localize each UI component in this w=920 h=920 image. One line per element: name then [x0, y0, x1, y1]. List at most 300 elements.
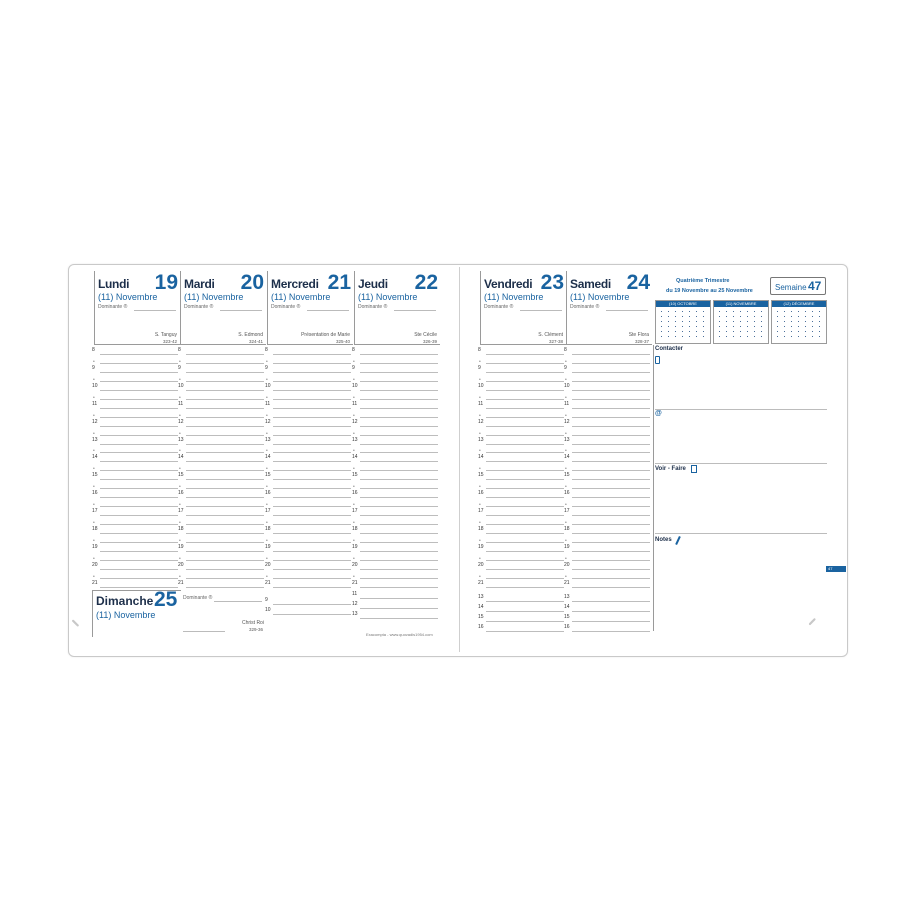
half-hour-dot: • [565, 555, 567, 562]
half-hour-line [360, 435, 438, 436]
half-hour-row [92, 555, 178, 562]
half-hour-line [273, 488, 351, 489]
hour-number: 13 [352, 611, 358, 617]
day-name: Samedi [570, 277, 611, 291]
hour-row [92, 382, 178, 391]
half-hour-row [178, 358, 264, 365]
sunday-hour-row [265, 607, 351, 615]
hour-number: 11 [265, 400, 271, 407]
hour-line [360, 444, 438, 445]
hour-line [486, 390, 564, 391]
half-hour-dot: • [479, 484, 481, 491]
day-header-tuesday [180, 271, 266, 345]
hour-row [265, 472, 351, 480]
hour-line [100, 533, 178, 534]
hour-line [360, 479, 438, 480]
sunday-saint: Christ Roi [242, 620, 264, 626]
half-hour-dot: • [266, 412, 268, 419]
half-hour-dot: • [565, 537, 567, 544]
half-hour-row [178, 466, 264, 473]
half-hour-line [486, 524, 564, 525]
half-hour-line [360, 399, 438, 400]
half-hour-row [564, 376, 650, 383]
hour-number: 8 [178, 347, 181, 353]
hour-line [186, 497, 264, 498]
hour-line [273, 461, 351, 462]
hour-row [92, 347, 178, 355]
half-hour-line [572, 542, 650, 543]
hour-row [564, 364, 650, 373]
hour-line [572, 497, 650, 498]
hour-number: 20 [265, 561, 271, 568]
half-hour-row [265, 520, 351, 527]
half-hour-row [478, 394, 564, 401]
saint: Présentation de Marie [301, 332, 350, 338]
hour-number: 8 [478, 347, 481, 353]
hour-number: 11 [92, 400, 98, 407]
hour-row [564, 418, 650, 427]
trimestre-title: Quatrième Trimestre [676, 278, 730, 284]
hour-row [352, 454, 438, 462]
half-hour-dot: • [479, 358, 481, 365]
half-hour-line [486, 435, 564, 436]
half-hour-row [178, 484, 264, 491]
half-hour-dot: • [266, 448, 268, 455]
hour-line [572, 631, 650, 632]
hour-number: 10 [178, 382, 184, 389]
hour-row [352, 561, 438, 570]
hour-row [92, 490, 178, 498]
hour-line [186, 533, 264, 534]
hour-row [478, 364, 564, 373]
sunday-hour-row [265, 597, 351, 605]
half-hour-line [572, 560, 650, 561]
half-hour-row [564, 430, 650, 437]
day-month: (11) Novembre [570, 292, 630, 302]
hour-number: 10 [265, 382, 271, 389]
hour-line [186, 515, 264, 516]
hour-row [564, 347, 650, 355]
hour-row [564, 579, 650, 588]
hour-row [478, 436, 564, 445]
half-hour-line [273, 399, 351, 400]
hour-line [486, 354, 564, 355]
hour-number: 13 [352, 436, 358, 443]
hour-row [564, 454, 650, 462]
hour-line [486, 372, 564, 373]
half-hour-dot: • [179, 430, 181, 437]
hour-number: 13 [265, 436, 271, 443]
half-hour-dot: • [565, 448, 567, 455]
hour-number: 16 [478, 624, 484, 630]
day-code: 324-41 [248, 339, 263, 344]
sunday-number: 25 [154, 588, 178, 611]
hour-row [478, 347, 564, 355]
half-hour-line [100, 560, 178, 561]
half-hour-dot: • [179, 484, 181, 491]
hour-row [478, 454, 564, 462]
hour-number: 19 [92, 543, 98, 550]
half-hour-dot: • [93, 394, 95, 401]
half-hour-row [92, 502, 178, 509]
half-hour-line [100, 542, 178, 543]
half-hour-line [273, 452, 351, 453]
half-hour-line [572, 578, 650, 579]
half-hour-row [178, 376, 264, 383]
hour-row [564, 561, 650, 570]
half-hour-row [564, 555, 650, 562]
hour-number: 21 [92, 579, 98, 586]
day-header-friday [480, 271, 566, 345]
hour-row [352, 347, 438, 355]
half-hour-dot: • [266, 555, 268, 562]
half-hour-dot: • [565, 520, 567, 527]
half-hour-line [273, 578, 351, 579]
half-hour-dot: • [179, 537, 181, 544]
half-hour-row [352, 448, 438, 455]
half-hour-dot: • [479, 394, 481, 401]
hour-row [178, 400, 264, 409]
half-hour-line [572, 470, 650, 471]
weekend-hour-row [564, 594, 650, 602]
semaine-box [770, 277, 826, 295]
hour-line [572, 601, 650, 602]
hour-row [265, 526, 351, 534]
half-hour-dot: • [353, 358, 355, 365]
half-hour-line [486, 417, 564, 418]
hour-row [352, 436, 438, 445]
hour-number: 20 [478, 561, 484, 568]
day-month: (11) Novembre [271, 292, 331, 302]
half-hour-row [265, 555, 351, 562]
half-hour-line [186, 381, 264, 382]
spine [459, 267, 460, 652]
half-hour-row [564, 466, 650, 473]
hour-row [92, 472, 178, 480]
half-hour-dot: • [565, 376, 567, 383]
hour-row [478, 490, 564, 498]
half-hour-dot: • [565, 412, 567, 419]
hour-number: 15 [478, 614, 484, 620]
hour-row [564, 436, 650, 445]
semaine-number: 47 [808, 279, 822, 293]
hour-row [265, 364, 351, 373]
hour-number: 17 [265, 508, 271, 515]
hour-line [186, 479, 264, 480]
hour-number: 16 [478, 490, 484, 497]
half-hour-line [572, 435, 650, 436]
half-hour-row [92, 537, 178, 544]
half-hour-row [564, 394, 650, 401]
half-hour-row [265, 412, 351, 419]
half-hour-line [100, 506, 178, 507]
half-hour-dot: • [565, 394, 567, 401]
day-header-saturday [566, 271, 652, 345]
half-hour-dot: • [93, 430, 95, 437]
hour-line [360, 426, 438, 427]
hour-row [178, 508, 264, 516]
hour-line [360, 497, 438, 498]
footer-credit: Exacompta - www.quovadis1954.com [366, 632, 433, 637]
half-hour-line [360, 506, 438, 507]
hour-line [572, 533, 650, 534]
half-hour-row [92, 394, 178, 401]
half-hour-row [478, 537, 564, 544]
day-number: 24 [626, 271, 650, 294]
hour-row [265, 347, 351, 355]
dominante-label: Dominante ® [484, 304, 514, 310]
half-hour-line [486, 381, 564, 382]
hour-line [572, 408, 650, 409]
hour-line [572, 444, 650, 445]
half-hour-line [486, 363, 564, 364]
half-hour-line [360, 452, 438, 453]
half-hour-row [92, 412, 178, 419]
hour-line [273, 444, 351, 445]
hour-row [478, 508, 564, 516]
half-hour-line [360, 488, 438, 489]
sunday-hour-row [352, 601, 438, 609]
day-number: 20 [240, 271, 264, 294]
half-hour-row [178, 555, 264, 562]
hour-number: 11 [564, 400, 570, 407]
half-hour-row [564, 573, 650, 580]
hour-row [564, 400, 650, 409]
hour-line [273, 569, 351, 570]
half-hour-line [186, 399, 264, 400]
hour-line [186, 354, 264, 355]
half-hour-row [352, 376, 438, 383]
half-hour-dot: • [93, 358, 95, 365]
hour-line [360, 354, 438, 355]
hour-row [352, 400, 438, 409]
hour-number: 18 [178, 526, 184, 532]
hour-row [478, 561, 564, 570]
week-tab: 47 [826, 566, 846, 572]
hour-row [178, 454, 264, 462]
hour-number: 15 [478, 472, 484, 479]
hour-number: 15 [564, 614, 570, 620]
hour-row [178, 579, 264, 588]
hour-number: 20 [564, 561, 570, 568]
hour-line [273, 372, 351, 373]
hour-row [178, 526, 264, 534]
half-hour-dot: • [179, 394, 181, 401]
half-hour-row [478, 502, 564, 509]
hour-row [352, 364, 438, 373]
half-hour-dot: • [266, 520, 268, 527]
half-hour-line [486, 452, 564, 453]
hour-row [478, 400, 564, 409]
hour-row [92, 454, 178, 462]
hour-number: 10 [478, 382, 484, 389]
half-hour-line [100, 417, 178, 418]
half-hour-dot: • [353, 537, 355, 544]
half-hour-line [273, 542, 351, 543]
hour-row [178, 490, 264, 498]
hour-row [352, 472, 438, 480]
hour-row [352, 543, 438, 552]
hour-line [486, 444, 564, 445]
half-hour-row [92, 484, 178, 491]
hour-number: 21 [478, 579, 484, 586]
hour-row [265, 490, 351, 498]
hour-line [360, 587, 438, 588]
hour-line [360, 408, 438, 409]
hour-row [178, 472, 264, 480]
half-hour-dot: • [353, 502, 355, 509]
hour-line [100, 390, 178, 391]
day-code: 327-38 [548, 339, 563, 344]
half-hour-line [360, 542, 438, 543]
half-hour-row [92, 573, 178, 580]
sunday-name: Dimanche [96, 594, 154, 608]
hour-number: 13 [564, 594, 570, 600]
half-hour-row [265, 394, 351, 401]
saint: S. Clément [538, 332, 563, 338]
hour-number: 14 [92, 454, 98, 461]
dominante-label: Dominante ® [358, 304, 388, 310]
hour-line [360, 598, 438, 599]
semaine-label: Semaine [775, 283, 807, 292]
half-hour-line [360, 578, 438, 579]
half-hour-dot: • [266, 484, 268, 491]
checklist-icon [691, 465, 697, 473]
half-hour-dot: • [565, 484, 567, 491]
half-hour-row [564, 520, 650, 527]
half-hour-dot: • [179, 520, 181, 527]
day-code: 325-40 [335, 339, 350, 344]
half-hour-line [360, 363, 438, 364]
half-hour-line [273, 506, 351, 507]
half-hour-dot: • [565, 430, 567, 437]
day-number: 23 [540, 271, 564, 294]
half-hour-row [265, 376, 351, 383]
hour-number: 15 [92, 472, 98, 479]
hour-row [92, 364, 178, 373]
hour-line [572, 390, 650, 391]
half-hour-dot: • [479, 537, 481, 544]
half-hour-row [478, 376, 564, 383]
hour-line [273, 551, 351, 552]
day-number: 21 [327, 271, 351, 294]
half-hour-row [265, 358, 351, 365]
half-hour-dot: • [93, 448, 95, 455]
hour-line [486, 587, 564, 588]
weekend-hour-row [478, 614, 564, 622]
hour-number: 11 [478, 400, 484, 407]
half-hour-dot: • [266, 358, 268, 365]
weekend-hour-row [478, 604, 564, 612]
trimestre-range: du 19 Novembre au 25 Novembre [666, 288, 753, 294]
email-label: @ [655, 410, 662, 417]
half-hour-dot: • [179, 502, 181, 509]
hour-line [100, 551, 178, 552]
half-hour-row [352, 412, 438, 419]
hour-number: 12 [564, 418, 570, 425]
hour-row [478, 382, 564, 391]
hour-row [265, 454, 351, 462]
hour-number: 11 [352, 591, 358, 597]
half-hour-row [92, 430, 178, 437]
hour-number: 17 [352, 508, 358, 515]
hour-line [486, 611, 564, 612]
hour-row [265, 418, 351, 427]
hour-number: 10 [92, 382, 98, 389]
hour-number: 8 [92, 347, 95, 353]
half-hour-row [564, 502, 650, 509]
sunday-hour-row [352, 591, 438, 599]
half-hour-row [478, 430, 564, 437]
half-hour-row [478, 358, 564, 365]
hour-line [186, 444, 264, 445]
half-hour-row [352, 430, 438, 437]
hour-number: 9 [265, 597, 268, 603]
hour-line [572, 515, 650, 516]
hour-row [92, 543, 178, 552]
half-hour-line [100, 399, 178, 400]
hour-row [265, 436, 351, 445]
sunday-dominante: Dominante ® [183, 595, 213, 601]
hour-line [360, 618, 438, 619]
hour-number: 21 [564, 579, 570, 586]
half-hour-dot: • [353, 448, 355, 455]
hour-row [564, 526, 650, 534]
half-hour-dot: • [266, 466, 268, 473]
hour-row [92, 508, 178, 516]
half-hour-row [478, 448, 564, 455]
half-hour-row [564, 412, 650, 419]
sunday-hour-row [352, 611, 438, 619]
hour-line [186, 426, 264, 427]
hour-number: 14 [564, 604, 570, 610]
hour-row [265, 508, 351, 516]
half-hour-row [564, 537, 650, 544]
half-hour-dot: • [266, 430, 268, 437]
half-hour-line [486, 542, 564, 543]
half-hour-dot: • [179, 412, 181, 419]
weekend-hour-row [478, 594, 564, 602]
day-header-wednesday [267, 271, 353, 345]
month-label: (12) DÉCEMBRE [772, 301, 826, 307]
half-hour-line [273, 363, 351, 364]
hour-number: 18 [92, 526, 98, 532]
half-hour-dot: • [179, 466, 181, 473]
hour-number: 14 [478, 454, 484, 461]
hour-line [186, 390, 264, 391]
hour-row [265, 543, 351, 552]
hour-row [178, 347, 264, 355]
hour-line [486, 631, 564, 632]
half-hour-line [486, 560, 564, 561]
day-month: (11) Novembre [184, 292, 244, 302]
half-hour-row [478, 573, 564, 580]
hour-row [352, 579, 438, 588]
hour-line [273, 354, 351, 355]
hour-number: 16 [178, 490, 184, 497]
hour-number: 9 [265, 364, 268, 371]
sunday-month: (11) Novembre [96, 610, 156, 620]
hour-number: 15 [352, 472, 358, 479]
hour-number: 9 [478, 364, 481, 371]
hour-line [360, 608, 438, 609]
mini-calendar-december [771, 300, 827, 344]
hour-line [100, 479, 178, 480]
half-hour-row [265, 537, 351, 544]
hour-line [486, 426, 564, 427]
hour-row [478, 418, 564, 427]
half-hour-row [564, 358, 650, 365]
